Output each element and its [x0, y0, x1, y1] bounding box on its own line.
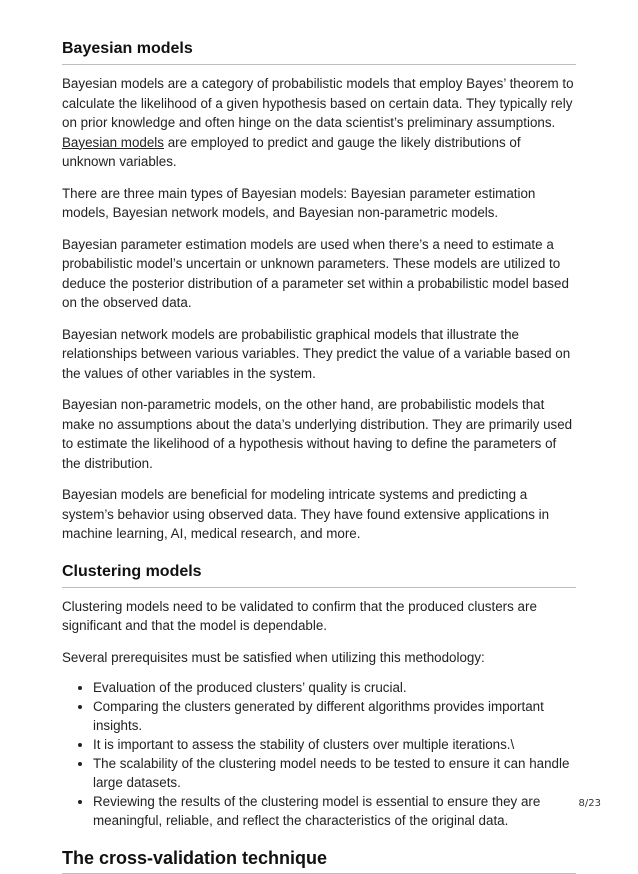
- document-page: [62, 38, 576, 874]
- clustering-paragraph-1: Clustering models need to be validated to confirm that the produced clusters are significant and that the model is dependable.: [62, 598, 537, 633]
- bayesian-paragraph-1: [62, 74, 576, 172]
- bayesian-paragraph-5: Bayesian non-parametric models, on the other hand, are probabilistic models that make no assumptions about the data’s underlying distribution. They are primarily used to estimate the likelihood of a hypothesis without having to define the parameters of the distribution.: [62, 397, 573, 471]
- clustering-prerequisites-list: [62, 678, 576, 830]
- bayesian-models-link[interactable]: Bayesian models: [62, 134, 164, 150]
- bayesian-paragraph-2: There are three main types of Bayesian models: Bayesian parameter estimation models, Bayesian network models, and Bayesian non-parametric models.: [62, 185, 536, 220]
- list-item: • The scalability of the clustering model needs to be tested to ensure it can handle large datasets.: [93, 754, 576, 792]
- bayesian-paragraph-6: Bayesian models are beneficial for modeling intricate systems and predicting a system’s behavior using observed data. They have found extensive applications in machine learning, AI, medical research, and more.: [62, 487, 550, 541]
- bayesian-p1-text-b: are employed to predict and gauge the likely distributions of unknown variables.: [62, 134, 521, 169]
- bayesian-paragraph-4: Bayesian network models are probabilistic graphical models that illustrate the relationships between various variables. They predict the value of a variable based on the values of other variables in the system.: [62, 326, 571, 381]
- list-item: • Reviewing the results of the clustering model is essential to ensure they are meaningful, reliable, and reflect the characteristics of the original data.: [93, 792, 576, 830]
- page-number: 8/23: [578, 798, 601, 809]
- list-item: • Evaluation of the produced clusters’ quality is crucial.: [93, 678, 576, 697]
- heading-bayesian-models: Bayesian models: [62, 38, 576, 65]
- clustering-paragraph-2: Several prerequisites must be satisfied when utilizing this methodology:: [62, 649, 485, 665]
- heading-clustering-models: Clustering models: [62, 561, 576, 588]
- list-item: • It is important to assess the stability of clusters over multiple iterations.\: [93, 735, 576, 754]
- bayesian-p1-text-a: Bayesian models are a category of probabilistic models that employ Bayes’ theorem to calculate the likelihood of a given hypothesis based on certain data. They typically rely on prior knowledge and often hinge on the data scientist’s preliminary assumptions.: [62, 76, 574, 130]
- heading-cross-validation: The cross-validation technique: [62, 846, 576, 874]
- bayesian-paragraph-3: Bayesian parameter estimation models are used when there’s a need to estimate a probabilistic model’s uncertain or unknown parameters. These models are utilized to deduce the posterior distribution of a parameter set within a probabilistic model based on the observed data.: [62, 236, 569, 310]
- list-item: • Comparing the clusters generated by different algorithms provides important insights.: [93, 697, 576, 735]
